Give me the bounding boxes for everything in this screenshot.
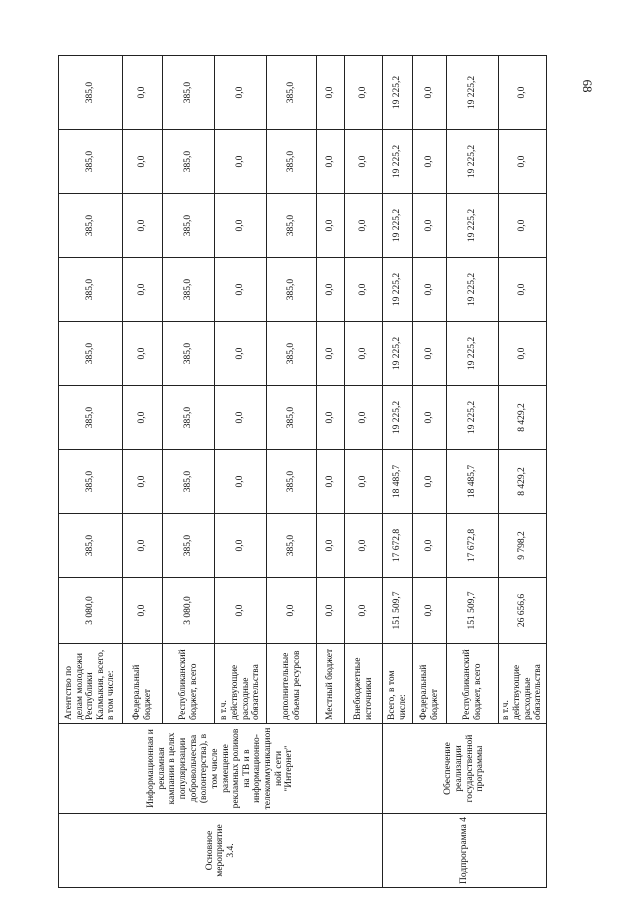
value-cell: 0,0 (413, 56, 447, 130)
value-cell: 19 225,2 (383, 258, 413, 322)
value-cell: 0,0 (345, 130, 383, 194)
value-cell: 0,0 (123, 194, 163, 258)
value-cell: 8 429,2 (499, 386, 547, 450)
value-cell: 19 225,2 (447, 130, 499, 194)
value-cell: 385,0 (163, 322, 215, 386)
value-cell: 0,0 (215, 578, 267, 644)
value-cell: 0,0 (123, 386, 163, 450)
value-cell: 26 656,6 (499, 578, 547, 644)
value-cell: 0,0 (413, 194, 447, 258)
value-cell: 0,0 (499, 322, 547, 386)
source-cell: дополнительные объемы ресурсов (267, 644, 317, 724)
value-cell: 0,0 (345, 578, 383, 644)
value-cell: 19 225,2 (447, 322, 499, 386)
value-cell: 0,0 (413, 514, 447, 578)
source-cell: Федеральный бюджет (413, 644, 447, 724)
value-cell: 385,0 (267, 322, 317, 386)
value-cell: 0,0 (499, 194, 547, 258)
value-cell: 0,0 (317, 258, 345, 322)
value-cell: 0,0 (317, 130, 345, 194)
source-cell: в т.ч. действующие расходные обязательства (499, 644, 547, 724)
value-cell: 0,0 (267, 578, 317, 644)
value-cell: 0,0 (317, 578, 345, 644)
source-cell: Республиканский бюджет, всего (447, 644, 499, 724)
value-cell: 19 225,2 (383, 386, 413, 450)
value-cell: 17 672,8 (383, 514, 413, 578)
table-body (59, 56, 547, 888)
value-cell: 0,0 (345, 194, 383, 258)
value-cell: 0,0 (123, 514, 163, 578)
value-cell: 385,0 (59, 514, 123, 578)
value-cell: 0,0 (123, 258, 163, 322)
value-cell: 0,0 (413, 450, 447, 514)
row-header-meropriyatie: Основное мероприятие 3.4. (59, 814, 383, 888)
value-cell: 0,0 (123, 578, 163, 644)
value-cell: 385,0 (163, 450, 215, 514)
value-cell: 0,0 (499, 56, 547, 130)
value-cell: 0,0 (345, 450, 383, 514)
source-cell: Федеральный бюджет (123, 644, 163, 724)
source-cell: Местный бюджет (317, 644, 345, 724)
value-cell: 0,0 (317, 194, 345, 258)
rotated-table-wrapper (58, 56, 546, 888)
value-cell: 385,0 (163, 56, 215, 130)
value-cell: 0,0 (317, 322, 345, 386)
value-cell: 19 225,2 (383, 130, 413, 194)
value-cell: 19 225,2 (383, 56, 413, 130)
value-cell: 385,0 (59, 258, 123, 322)
value-cell: 19 225,2 (383, 194, 413, 258)
value-cell: 19 225,2 (447, 194, 499, 258)
value-cell: 0,0 (413, 386, 447, 450)
value-cell: 385,0 (267, 386, 317, 450)
row-header-podprogramma: Подпрограмма 4 (383, 814, 547, 888)
value-cell: 385,0 (163, 514, 215, 578)
value-cell: 0,0 (317, 514, 345, 578)
value-cell: 151 509,7 (383, 578, 413, 644)
value-cell: 385,0 (163, 130, 215, 194)
value-cell: 385,0 (59, 56, 123, 130)
source-cell: Внебюджетные источники (345, 644, 383, 724)
value-cell: 19 225,2 (447, 386, 499, 450)
value-cell: 385,0 (267, 56, 317, 130)
value-cell: 385,0 (267, 258, 317, 322)
value-cell: 0,0 (317, 386, 345, 450)
value-cell: 0,0 (413, 578, 447, 644)
value-cell: 385,0 (59, 450, 123, 514)
value-cell: 0,0 (215, 386, 267, 450)
source-cell: Агентство по делам молодежи Республики Калмыкия, всего, в том числе: (59, 644, 123, 724)
value-cell: 0,0 (215, 194, 267, 258)
value-cell: 0,0 (499, 258, 547, 322)
value-cell: 18 485,7 (383, 450, 413, 514)
source-cell: Всего, в том числе: (383, 644, 413, 724)
description-info-campaign: Информационная и рекламная кампании в целях популяризации добровольчества (волонтерства), в том числе размещение рекламных роликов на ТВ и в информационно-телекоммуникационной сети "Интернет" (59, 724, 383, 814)
value-cell: 385,0 (267, 194, 317, 258)
value-cell: 0,0 (215, 322, 267, 386)
value-cell: 0,0 (345, 56, 383, 130)
value-cell: 0,0 (215, 130, 267, 194)
value-cell: 385,0 (267, 514, 317, 578)
value-cell: 0,0 (215, 450, 267, 514)
value-cell: 385,0 (163, 386, 215, 450)
value-cell: 0,0 (123, 56, 163, 130)
value-cell: 385,0 (59, 194, 123, 258)
value-cell: 19 225,2 (447, 258, 499, 322)
value-cell: 18 485,7 (447, 450, 499, 514)
source-cell: Республиканский бюджет, всего (163, 644, 215, 724)
page-number: 68 (580, 79, 595, 93)
value-cell: 0,0 (345, 386, 383, 450)
value-cell: 385,0 (59, 322, 123, 386)
value-cell: 385,0 (267, 130, 317, 194)
value-cell: 385,0 (267, 450, 317, 514)
value-cell: 385,0 (163, 194, 215, 258)
value-cell: 3 080,0 (59, 578, 123, 644)
table-row (59, 56, 123, 888)
value-cell: 0,0 (215, 56, 267, 130)
value-cell: 0,0 (317, 450, 345, 514)
table-row (383, 56, 413, 888)
value-cell: 8 429,2 (499, 450, 547, 514)
value-cell: 0,0 (215, 258, 267, 322)
value-cell: 19 225,2 (383, 322, 413, 386)
value-cell: 0,0 (345, 322, 383, 386)
value-cell: 19 225,2 (447, 56, 499, 130)
value-cell: 0,0 (215, 514, 267, 578)
source-cell: в т.ч. действующие расходные обязательства (215, 644, 267, 724)
value-cell: 0,0 (499, 130, 547, 194)
value-cell: 9 798,2 (499, 514, 547, 578)
value-cell: 0,0 (413, 130, 447, 194)
value-cell: 0,0 (123, 322, 163, 386)
value-cell: 0,0 (317, 56, 345, 130)
value-cell: 3 080,0 (163, 578, 215, 644)
value-cell: 0,0 (345, 514, 383, 578)
description-obespechenie: Обеспечение реализации государственной программы (383, 724, 547, 814)
value-cell: 385,0 (59, 386, 123, 450)
value-cell: 385,0 (59, 130, 123, 194)
value-cell: 385,0 (163, 258, 215, 322)
value-cell: 0,0 (413, 322, 447, 386)
value-cell: 0,0 (413, 258, 447, 322)
budget-table (58, 55, 547, 888)
value-cell: 0,0 (123, 130, 163, 194)
value-cell: 151 509,7 (447, 578, 499, 644)
value-cell: 0,0 (123, 450, 163, 514)
value-cell: 17 672,8 (447, 514, 499, 578)
value-cell: 0,0 (345, 258, 383, 322)
